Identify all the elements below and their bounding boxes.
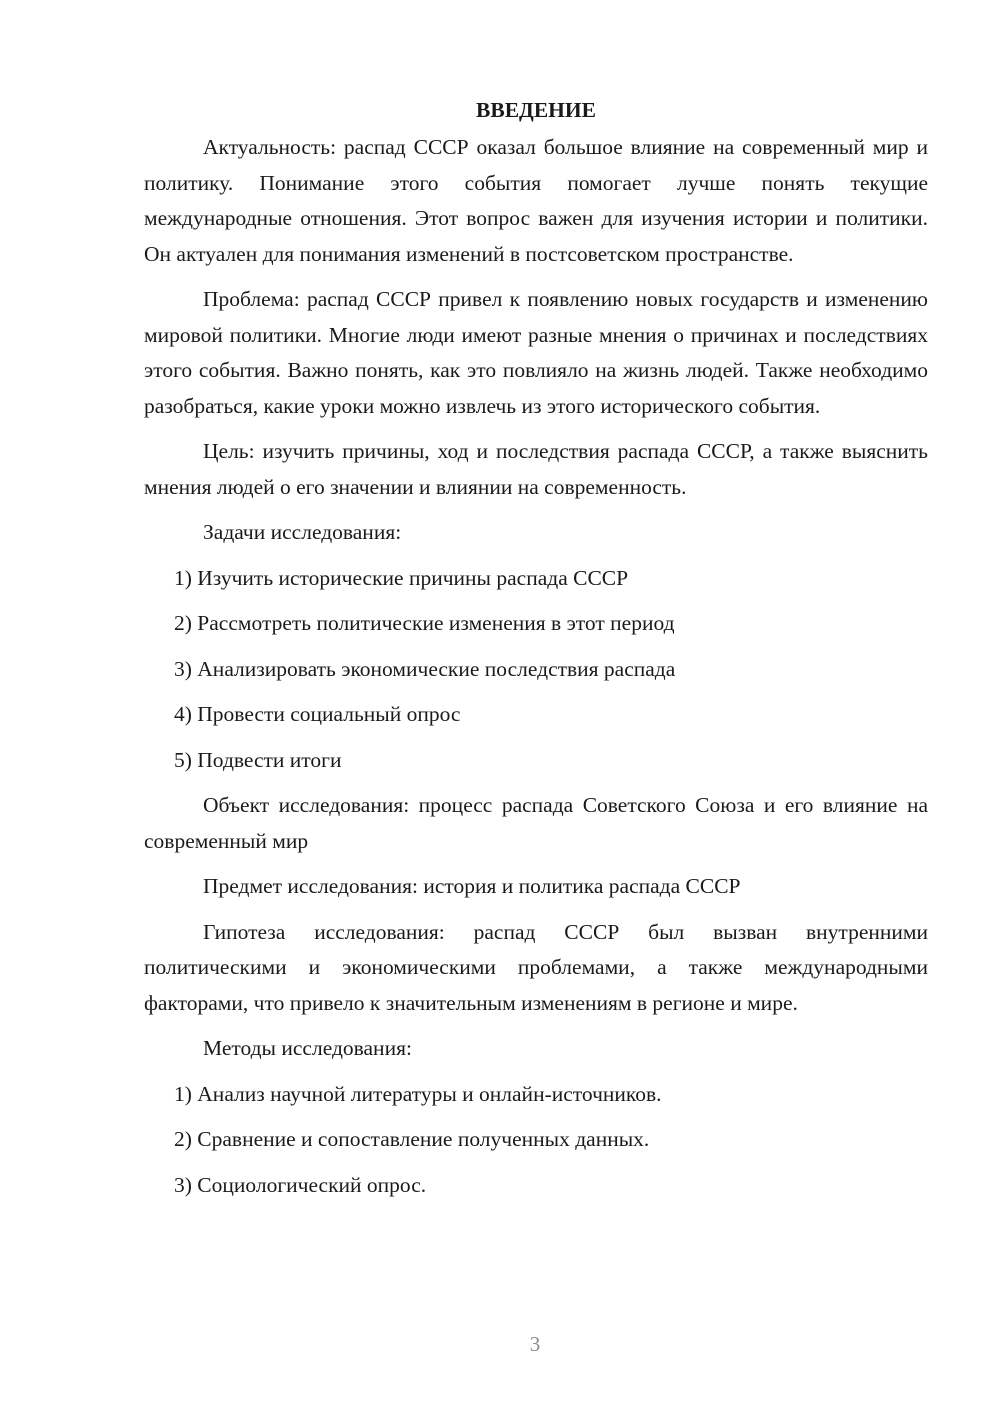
list-item: 2) Рассмотреть политические изменения в этот период — [174, 611, 675, 635]
relevance-paragraph: Актуальность: распад СССР оказал большое влияние на современный мир и политику. Понимание этого события помогает лучше понять текущие международные отношения. Этот вопрос важен для изучения истории и политики. Он актуален для понимания изменений в постсоветском пространстве. — [144, 135, 928, 266]
problem-paragraph: Проблема: распад СССР привел к появлению новых государств и изменению мировой политики. Многие люди имеют разные мнения о причинах и последствиях этого события. Важно понять, как это повлияло на жизнь людей. Также необходимо разобраться, какие уроки можно извлечь из этого исторического события. — [144, 287, 928, 418]
subject-paragraph: Предмет исследования: история и политика распада СССР — [203, 874, 741, 898]
tasks-label: Задачи исследования: — [203, 520, 402, 544]
list-item: 2) Сравнение и сопоставление полученных данных. — [174, 1127, 650, 1151]
page-number: 3 — [529, 1332, 541, 1356]
list-item: 3) Социологический опрос. — [174, 1172, 427, 1197]
list-item: 3) Анализировать экономические последствия распада — [174, 656, 676, 681]
list-item: 4) Провести социальный опрос — [174, 702, 461, 726]
tasks-list — [144, 561, 928, 779]
methods-list — [144, 1077, 928, 1204]
hypothesis-paragraph: Гипотеза исследования: распад СССР был вызван внутренними политическими и экономическими проблемами, а также международными факторами, что привело к значительным изменениям в регионе и мире. — [144, 919, 928, 1015]
methods-label: Методы исследования: — [203, 1036, 412, 1060]
object-paragraph: Объект исследования: процесс распада Советского Союза и его влияние на современный мир — [144, 793, 928, 853]
section-heading: ВВЕДЕНИЕ — [476, 98, 596, 122]
list-item: 1) Изучить исторические причины распада СССР — [174, 565, 629, 590]
list-item: 5) Подвести итоги — [174, 747, 342, 772]
list-item: 1) Анализ научной литературы и онлайн-источников. — [174, 1081, 662, 1106]
goal-paragraph: Цель: изучить причины, ход и последствия распада СССР, а также выяснить мнения людей о его значении и влиянии на современность. — [144, 439, 928, 499]
page-content — [144, 95, 928, 1213]
